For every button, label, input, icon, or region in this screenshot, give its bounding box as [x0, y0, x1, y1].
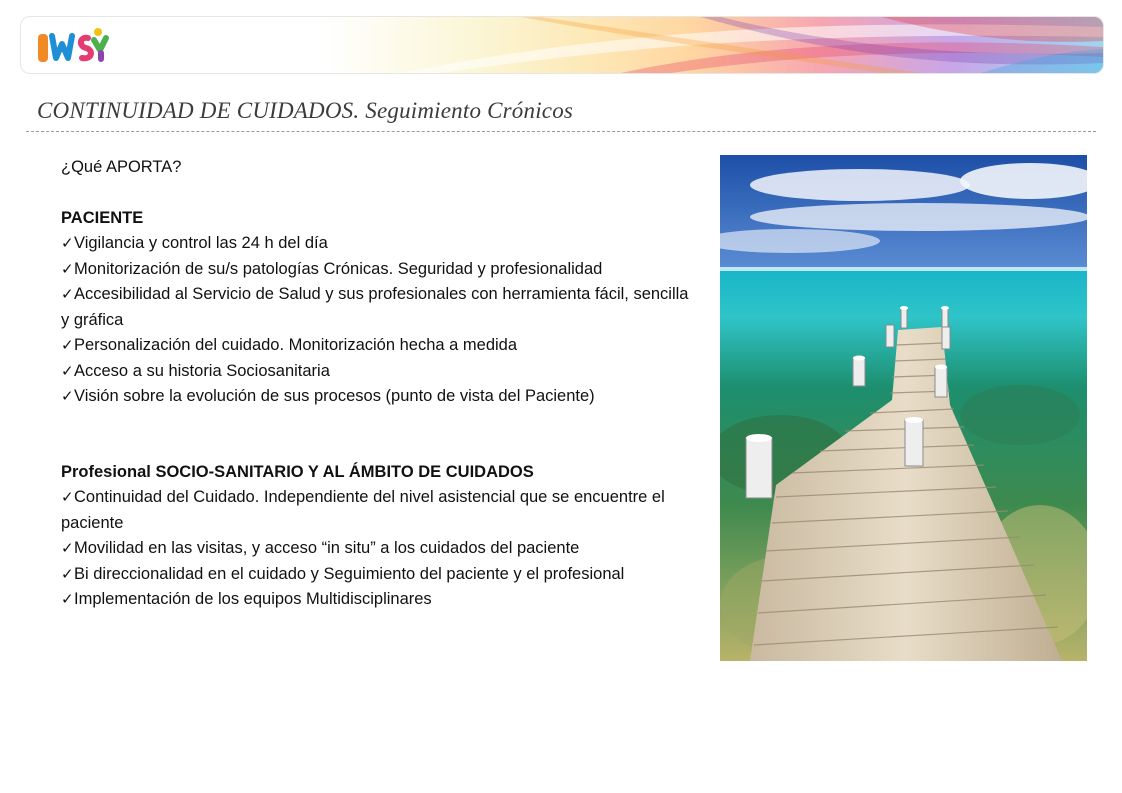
checkmark-icon: ✓ — [61, 235, 74, 252]
bullet-list-paciente — [61, 231, 701, 410]
checkmark-icon: ✓ — [61, 388, 74, 405]
intro-question: ¿Qué APORTA? — [61, 158, 182, 176]
bullet-list-profesional — [61, 485, 701, 613]
title-divider — [26, 131, 1096, 132]
list-item: ✓Bi direccionalidad en el cuidado y Seguimiento del paciente y el profesional — [61, 562, 701, 588]
checkmark-icon: ✓ — [61, 260, 74, 278]
list-item: ✓Accesibilidad al Servicio de Salud y sus profesionales con herramienta fácil, sencilla y gráfica — [61, 282, 701, 333]
list-item: ✓Implementación de los equipos Multidisciplinares — [61, 587, 701, 613]
list-item: ✓Movilidad en las visitas, y acceso “in situ” a los cuidados del paciente — [61, 536, 701, 562]
header-banner — [20, 16, 1104, 74]
checkmark-icon: ✓ — [61, 286, 74, 303]
checkmark-icon: ✓ — [61, 337, 74, 354]
list-item: ✓Monitorización de su/s patologías Crónicas. Seguridad y profesionalidad — [61, 257, 701, 283]
checkmark-icon: ✓ — [61, 489, 74, 506]
list-item: ✓Continuidad del Cuidado. Independiente del nivel asistencial que se encuentre el paciente — [61, 485, 701, 536]
checkmark-icon: ✓ — [61, 591, 74, 608]
checkmark-icon: ✓ — [61, 362, 74, 380]
slide-title: CONTINUIDAD DE CUIDADOS. Seguimiento Crónicos — [37, 98, 574, 123]
list-item: ✓Visión sobre la evolución de sus procesos (punto de vista del Paciente) — [61, 384, 701, 410]
checkmark-icon: ✓ — [61, 540, 74, 557]
checkmark-icon: ✓ — [61, 565, 74, 583]
pier-seascape-photo — [720, 155, 1087, 661]
section-heading-profesional: Profesional SOCIO-SANITARIO Y AL ÁMBITO DE CUIDADOS — [61, 462, 534, 481]
list-item: ✓Personalización del cuidado. Monitorización hecha a medida — [61, 333, 701, 359]
header-swoosh-decoration — [21, 17, 1103, 73]
list-item: ✓Vigilancia y control las 24 h del día — [61, 231, 701, 257]
section-heading-paciente: PACIENTE — [61, 208, 144, 227]
slide-body — [61, 155, 701, 613]
brand-logo-icon — [36, 24, 112, 66]
list-item: ✓Acceso a su historia Sociosanitaria — [61, 359, 701, 385]
